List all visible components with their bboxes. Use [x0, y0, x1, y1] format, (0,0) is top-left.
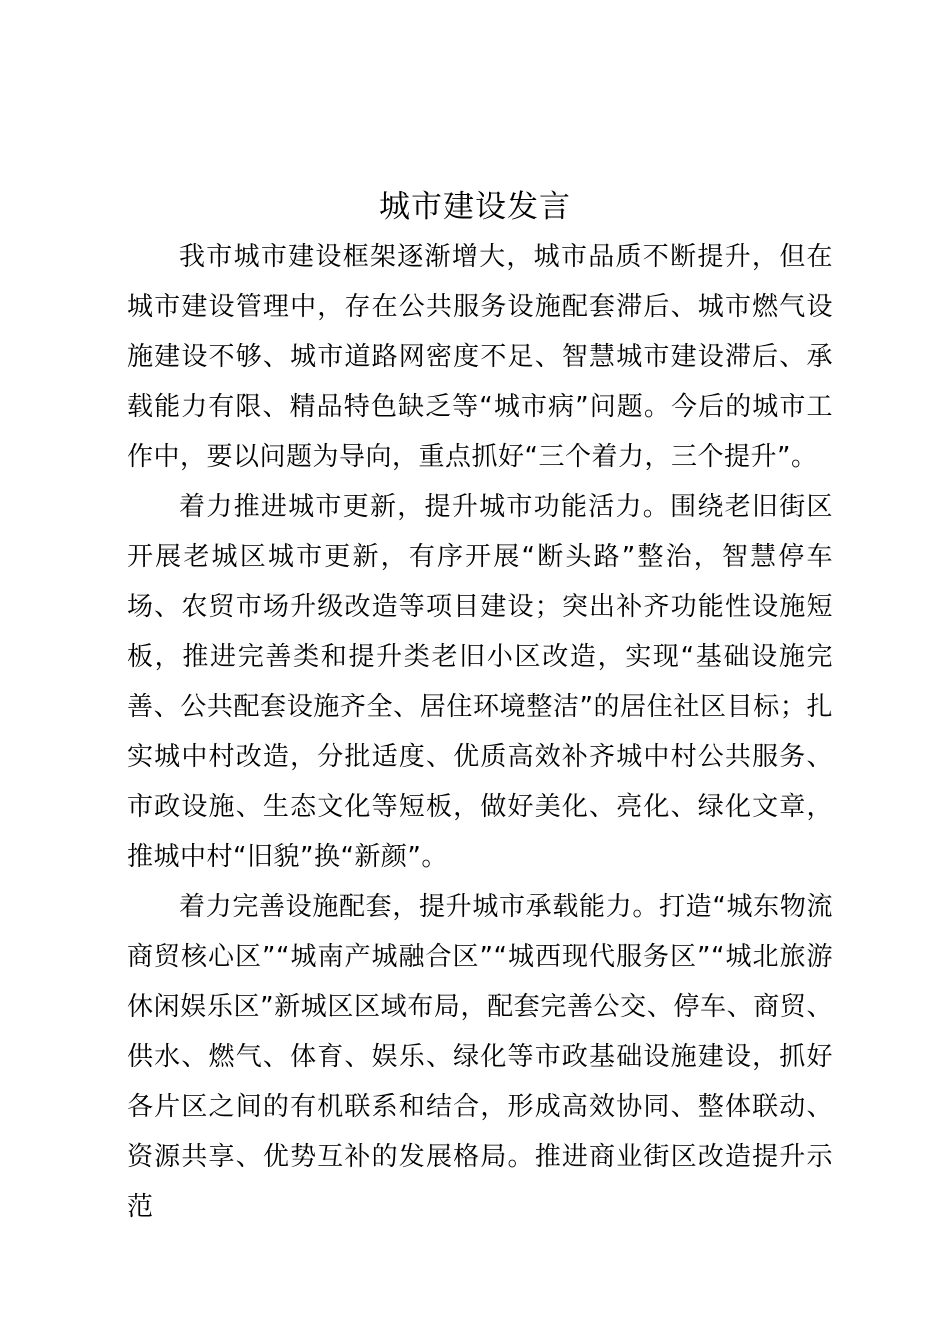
- paragraph-1: 我市城市建设框架逐渐增大，城市品质不断提升，但在城市建设管理中，存在公共服务设施配套滞后、城市燃气设施建设不够、城市道路网密度不足、智慧城市建设滞后、承载能力有限、精品特色缺乏等“城市病”问题。今后的城市工作中，要以问题为导向，重点抓好“三个着力，三个提升”。: [127, 242, 833, 472]
- document-title: 城市建设发言: [379, 189, 571, 225]
- document-body: [127, 232, 833, 1232]
- paragraph-3: 着力完善设施配套，提升城市承载能力。打造“城东物流商贸核心区”“城南产城融合区”“城西现代服务区”“城北旅游休闲娱乐区”新城区区域布局，配套完善公交、停车、商贸、供水、燃气、体育、娱乐、绿化等市政基础设施建设，抓好各片区之间的有机联系和结合，形成高效协同、整体联动、资源共享、优势互补的发展格局。推进商业街区改造提升示范: [127, 892, 833, 1222]
- paragraph-2: 着力推进城市更新，提升城市功能活力。围绕老旧街区开展老城区城市更新，有序开展“断头路”整治，智慧停车场、农贸市场升级改造等项目建设；突出补齐功能性设施短板，推进完善类和提升类老旧小区改造，实现“基础设施完善、公共配套设施齐全、居住环境整洁”的居住社区目标；扎实城中村改造，分批适度、优质高效补齐城中村公共服务、市政设施、生态文化等短板，做好美化、亮化、绿化文章，推城中村“旧貌”换“新颜”。: [127, 492, 833, 872]
